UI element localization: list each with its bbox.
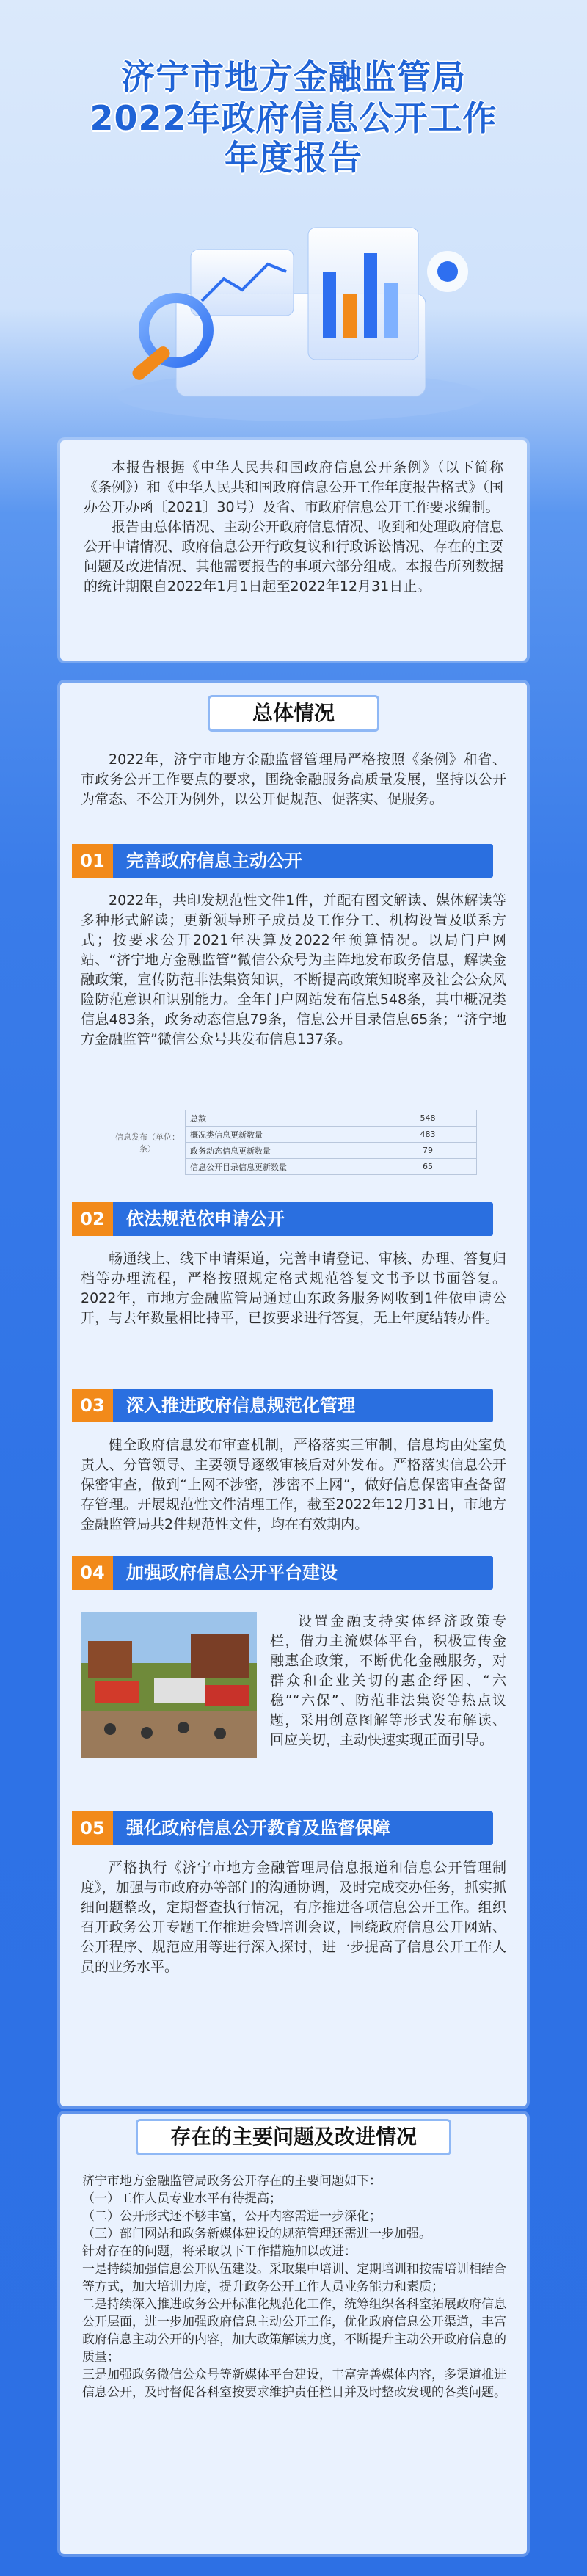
section-04-number: 04 [72,1556,113,1590]
section-05-number: 05 [72,1811,113,1845]
section-03-title: 深入推进政府信息规范化管理 [126,1395,355,1416]
report-title-line3: 年度报告 [225,138,362,178]
stats-side-label: 信息发布（单位：条） [115,1132,180,1154]
section-01-header [72,844,493,878]
intro-paragraph-2: 报告由总体情况、主动公开政府信息情况、收到和处理政府信息公开申请情况、政府信息公开行政复议和行政诉讼情况、存在的主要问题及改进情况、其他需要报告的事项六部分组成。本报告所列数据的统计期限自2022年1月1日起至2022年12月31日止。 [84,519,503,594]
section-04-body [270,1612,506,1750]
table-cell-value: 483 [379,1127,477,1143]
section-02-body [81,1249,506,1328]
report-title-line1: 济宁市地方金融监管局 [121,57,466,97]
outdoor-event-photo [81,1612,257,1758]
section-05-title: 强化政府信息公开教育及监督保障 [126,1818,390,1838]
section-02-text: 畅通线上、线下申请渠道，完善申请登记、审核、办理、答复归档等办理流程，严格按照规定格式规范答复文书予以书面答复。2022年，市地方金融监管局通过山东政务服务网收到1件依申请公开，与去年数量相比持平，已按要求进行答复，无上年度结转办件。 [81,1251,506,1326]
section-05-text: 严格执行《济宁市地方金融管理局信息报道和信息公开管理制度》，加强与市政府办等部门的沟通协调，及时完成交办任务，抓实抓细问题整改，定期督查执行情况，有序推进各项信息公开工作。组织召开政务公开专题工作推进会暨培训会议，围绕政府信息公开网站、公开程序、规范应用等进行深入探讨，进一步提高了信息公开工作人员的业务水平。 [81,1860,506,1975]
table-cell-name: 总数 [186,1110,379,1127]
section-02-number: 02 [72,1202,113,1236]
bar-4 [384,283,398,338]
overview-paragraph: 2022年，济宁市地方金融监督管理局严格按照《条例》和省、市政务公开工作要点的要求，围绕金融服务高质量发展，坚持以公开为常态、不公开为例外，以公开促规范、促落实、促服务。 [81,752,506,807]
section-04-header [72,1556,493,1590]
overview-text [81,750,506,809]
section-05-header [72,1811,493,1845]
issues-line: （一）工作人员专业水平有待提高； [82,2191,282,2206]
bar-1 [323,272,336,338]
table-cell-name: 概况类信息更新数量 [186,1127,379,1143]
section-04-text: 设置金融支持实体经济政策专栏，借力主流媒体平台，积极宣传金融惠企政策，不断优化金融服务，对群众和企业关切的惠企纾困、“六稳”“六保”、防范非法集资等热点议题，采用创意图解等形式发布解读、回应关切，主动快速实现正面引导。 [270,1613,506,1748]
stats-table-wrap [110,1110,477,1175]
table-cell-value: 65 [379,1159,477,1175]
section-04-title: 加强政府信息公开平台建设 [126,1562,338,1583]
section-03-header [72,1389,493,1422]
section-03-body [81,1436,506,1535]
bar-3 [364,253,377,338]
intro-paragraph-1: 本报告根据《中华人民共和国政府信息公开条例》（以下简称《条例》）和《中华人民共和国政府信息公开工作年度报告格式》（国办公开办函〔2021〕30号）及省、市政府信息公开工作要求编制。 [84,459,503,515]
issues-line: 二是持续深入推进政务公开标准化规范化工作，统筹组织各科室拓展政府信息公开层面，进一步加强政府信息主动公开工作，优化政府信息公开渠道，丰富政府信息主动公开的内容，加大政策解读力度，不断提升主动公开政府信息的质量； [82,2297,506,2365]
data-analysis-illustration [66,183,521,426]
table-cell-value: 548 [379,1110,477,1127]
bar-2 [343,294,357,338]
section-01-number: 01 [72,844,113,878]
overview-heading: 总体情况 [210,697,377,729]
table-cell-value: 79 [379,1143,477,1159]
section-02-title: 依法规范依申请公开 [126,1209,285,1229]
section-05-body [81,1858,506,1977]
issues-line: （三）部门网站和政务新媒体建设的规范管理还需进一步加强。 [82,2227,431,2241]
table-cell-name: 信息公开目录信息更新数量 [186,1159,379,1175]
intro-panel [60,440,527,661]
section-01-body [81,891,506,1049]
issues-line: 一是持续加强信息公开队伍建设。采取集中培训、定期培训和按需培训相结合等方式，加大培训力度，提升政务公开工作人员业务能力和素质； [82,2262,506,2294]
section-03-number: 03 [72,1389,113,1422]
issues-body [82,2172,506,2401]
section-02-header [72,1202,493,1236]
issues-line: （二）公开形式还不够丰富，公开内容需进一步深化； [82,2209,382,2224]
section-03-text: 健全政府信息发布审查机制，严格落实三审制，信息均由处室负责人、分管领导、主要领导逐级审核后对外发布。严格落实信息公开保密审查，做到“上网不涉密，涉密不上网”，做好信息保密审查备留存管理。开展规范性文件清理工作，截至2022年12月31日，市地方金融监管局共2件规范性文件，均在有效期内。 [81,1437,506,1532]
stats-table [110,1110,477,1175]
issues-heading: 存在的主要问题及改进情况 [138,2121,449,2153]
table-row [110,1110,477,1127]
table-cell-name: 政务动态信息更新数量 [186,1143,379,1159]
issues-line: 三是加强政务微信公众号等新媒体平台建设，丰富完善媒体内容，多渠道推进信息公开，及时督促各科室按要求维护责任栏目并及时整改发现的各类问题。 [82,2368,506,2400]
report-title-line2: 2022年政府信息公开工作 [90,98,497,138]
issues-line: 济宁市地方金融监管局政务公开存在的主要问题如下： [82,2174,382,2188]
section-01-title: 完善政府信息主动公开 [126,851,302,871]
section-01-text: 2022年，共印发规范性文件1件，并配有图文解读、媒体解读等多种形式解读；更新领导班子成员及工作分工、机构设置及联系方式；按要求公开2021年决算及2022年预算情况。以局门户网站、“济宁地方金融监管”微信公众号为主阵地发布政务信息，解读金融政策，宣传防范非法集资知识，不断提高政策知晓率及社会公众风险防范意识和识别能力。全年门户网站发布信息548条，其中概况类信息483条，政务动态信息79条，信息公开目录信息65条；“济宁地方金融监管”微信公众号共发布信息137条。 [81,892,506,1047]
issues-line: 针对存在的问题，将采取以下工作措施加以改进： [82,2244,357,2259]
